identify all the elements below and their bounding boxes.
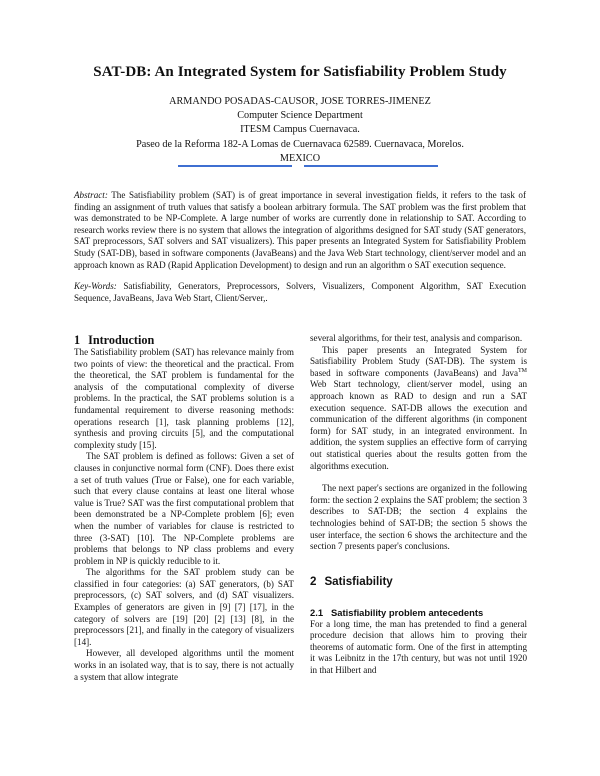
author-department: Computer Science Department	[237, 110, 363, 122]
intro-paragraph-4-continued: several algorithms, for their test, analysis and comparison.	[310, 333, 523, 343]
subsection-number: 2.1	[310, 606, 324, 618]
keywords-label: Key-Words:	[74, 281, 117, 292]
section-heading-satisfiability	[310, 575, 527, 589]
section-title: Introduction	[88, 333, 155, 347]
author-block	[0, 95, 600, 166]
title-divider	[178, 165, 438, 167]
author-country: MEXICO	[279, 152, 321, 164]
author-address: Paseo de la Reforma 182-A Lomas de Cuernavaca 62589. Cuernavaca, Morelos.	[136, 138, 464, 150]
keywords-paragraph	[74, 281, 526, 304]
section-title: Satisfiability	[324, 574, 393, 588]
author-names: ARMANDO POSADAS-CAUSOR, JOSE TORRES-JIMENEZ	[169, 96, 431, 107]
abstract-text: The Satisfiability problem (SAT) is of great importance in several investigation fields, it refers to the task of finding an assignment of truth values that satisfy a boolean arbitrary formula. The SAT problem was the first problem that was demonstrated to be NP-Complete. A large number of works are currently done in relationship to SAT. According to research works review there is no system that allows the integration of algorithms designed for SAT study (SAT generators, SAT preprocessors, SAT solvers and SAT visualizers). This paper presents an Integrated System for Satisfiability Problem Study (SAT-DB), based in software components (JavaBeans) and the Java Web Start technology, client/server model and an approach known as RAD (Rapid Application Development) to design and run an algorithm o SAT execution sequence.	[74, 190, 526, 270]
left-column	[74, 333, 294, 683]
intro-paragraph-1: The Satisfiability problem (SAT) has relevance mainly from two points of view: the theoretical and the practical. From the theoretical, the SAT problem is fundamental for the analysis of the computational complexity of diverse problems. In the practical, the SAT problems solution is a fundamental requirement to diverse reasoning methods: operations research [1], task planning problems [12], synthesis and proving circuits [5], and the computational complexity study [15].	[74, 347, 294, 450]
trademark-superscript: TM	[518, 367, 527, 374]
divider-line-right	[304, 165, 438, 167]
abstract-paragraph	[74, 190, 526, 271]
abstract-label: Abstract:	[74, 190, 108, 200]
keywords-text: Satisfiability, Generators, Preprocessors, Solvers, Visualizers, Component Algorithm, SAT Execution Sequence, JavaBeans, Java Web Start, Client/Server,.	[74, 281, 526, 303]
section-number: 2	[310, 574, 317, 588]
intro-paragraph-5-end: Web Start technology, client/server model, using an approach known as RAD to design and run a SAT execution sequence. SAT-DB allows the execution and communication of the different algorithms (in component form) for SAT study, in an integrated environment. In addition, the system supplies an effective form of carrying out statistical queries about the results gotten from the algorithms execution.	[310, 379, 527, 471]
section-heading-introduction	[74, 333, 294, 347]
divider-line-left	[178, 165, 292, 167]
intro-paragraph-2: The SAT problem is defined as follows: Given a set of clauses in conjunctive normal form (CNF). Does there exist a set of truth values (True or False), one for each variable, such that every clause contains at least one literal whose value is True? SAT was the first computational problem that been demonstrated be a NP-Complete problem [6]; even when the number of variables for clause is restricted to three (3-SAT) [10]. The NP-Complete problems are problems that belongs to NP class problems and every problem in NP is quickly reducible to it.	[74, 451, 294, 566]
intro-paragraph-5-start: This paper presents an Integrated System for Satisfiability Problem Study (SAT-DB). The system is based in software components (JavaBeans) and Java	[310, 344, 527, 378]
subsection-heading-antecedents	[310, 607, 527, 619]
subsection-title: Satisfiability problem antecedents	[331, 606, 484, 618]
intro-paragraph-3: The algorithms for the SAT problem study can be classified in four categories: (a) SAT generators, (b) SAT preprocessors, (c) SAT solvers, and (d) SAT visualizers. Examples of generators are given in [9] [7] [17], in the category of solvers are [19] [20] [2] [13] [8], in the preprocessors [21], and finally in the category of visualizers [14].	[74, 567, 294, 647]
section-number: 1	[74, 333, 81, 347]
right-column	[310, 333, 527, 677]
author-campus: ITESM Campus Cuernavaca.	[240, 124, 360, 136]
abstract-block	[74, 190, 526, 314]
satisfiability-paragraph-1: For a long time, the man has pretended to find a general procedure decision that allows him to proving their theorems of automatic form. One of the first in attempting it was Leibnitz in the 17th century, but was not until 1920 in that Hilbert and	[310, 618, 527, 676]
intro-paragraph-5	[310, 345, 527, 473]
paper-title: SAT-DB: An Integrated System for Satisfiability Problem Study	[93, 64, 507, 80]
intro-paragraph-4: However, all developed algorithms until the moment works in an isolated way, that is to say, there is not actually a system that allow integrate	[74, 648, 294, 682]
intro-paragraph-6: The next paper's sections are organized in the following form: the section 2 explains the SAT problem; the section 3 describes to SAT-DB; the section 4 explains the technologies behind of SAT-DB; the section 5 shows the user interface, the section 6 shows the architecture and the section 7 presents paper's conclusions.	[310, 483, 527, 552]
